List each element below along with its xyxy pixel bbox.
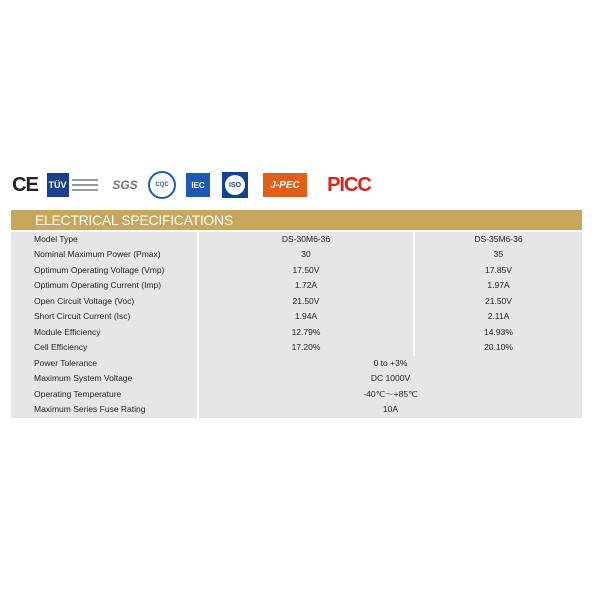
certification-logos: [10, 170, 370, 200]
table-row: [11, 402, 582, 417]
row-label: Maximum Series Fuse Rating: [11, 402, 197, 417]
table-row: [11, 294, 582, 309]
cqc-logo-text: CQC: [148, 171, 176, 199]
table-row: [11, 356, 582, 371]
row-label: Optimum Operating Current (Imp): [11, 278, 197, 293]
tuv-logo-lines: [72, 179, 98, 191]
table-row: [11, 340, 582, 355]
table-body: [11, 232, 582, 418]
row-value-model-2: 17.85V: [415, 263, 582, 278]
table-row: [11, 232, 582, 247]
row-label: Cell Efficiency: [11, 340, 197, 355]
row-value-model-2: 1.97A: [415, 278, 582, 293]
tuv-logo: [44, 170, 100, 200]
picc-logo: PICC: [327, 173, 371, 196]
sgs-logo: SGS: [112, 178, 138, 192]
row-value-model-2: 2.11A: [415, 309, 582, 324]
jpec-logo-text: J-PEC: [263, 173, 307, 197]
iec-logo: [185, 170, 211, 200]
table-row: [11, 309, 582, 324]
row-value-model-2: 14.93%: [415, 325, 582, 340]
row-value-model-1: 21.50V: [199, 294, 413, 309]
row-value-shared: 0 to +3%: [199, 356, 582, 371]
table-row: [11, 278, 582, 293]
row-label: Short Circuit Current (Isc): [11, 309, 197, 324]
row-value-model-2: DS-35M6-36: [415, 232, 582, 247]
table-row: [11, 263, 582, 278]
row-value-model-1: 1.72A: [199, 278, 413, 293]
row-value-model-1: 17.20%: [199, 340, 413, 355]
row-label: Open Circuit Voltage (Voc): [11, 294, 197, 309]
row-label: Optimum Operating Voltage (Vmp): [11, 263, 197, 278]
table-row: [11, 247, 582, 262]
row-value-shared: DC 1000V: [199, 371, 582, 386]
row-value-shared: 10A: [199, 402, 582, 417]
row-label: Nominal Maximum Power (Pmax): [11, 247, 197, 262]
table-title: ELECTRICAL SPECIFICATIONS: [11, 210, 582, 230]
iec-logo-text: IEC: [186, 173, 210, 197]
row-label: Maximum System Voltage: [11, 371, 197, 386]
cqc-logo: [147, 170, 177, 200]
row-value-model-1: 30: [199, 247, 413, 262]
iso-logo-text: ISO: [225, 175, 245, 195]
table-row: [11, 387, 582, 402]
row-label: Power Tolerance: [11, 356, 197, 371]
row-value-model-1: 17.50V: [199, 263, 413, 278]
row-label: Module Efficiency: [11, 325, 197, 340]
row-label: Model Type: [11, 232, 197, 247]
table-row: [11, 325, 582, 340]
jpec-logo: [263, 170, 307, 200]
row-value-model-1: 1.94A: [199, 309, 413, 324]
row-value-model-2: 35: [415, 247, 582, 262]
row-value-model-2: 20.10%: [415, 340, 582, 355]
electrical-specifications-table: [11, 210, 582, 418]
table-row: [11, 371, 582, 386]
row-value-model-1: DS-30M6-36: [199, 232, 413, 247]
ce-logo: CE: [12, 173, 38, 196]
row-value-shared: -40℃～+85℃: [199, 387, 582, 402]
row-value-model-1: 12.79%: [199, 325, 413, 340]
tuv-logo-text: TÜV: [47, 173, 69, 197]
row-label: Operating Temperature: [11, 387, 197, 402]
row-value-model-2: 21.50V: [415, 294, 582, 309]
iso-logo: [221, 170, 249, 200]
